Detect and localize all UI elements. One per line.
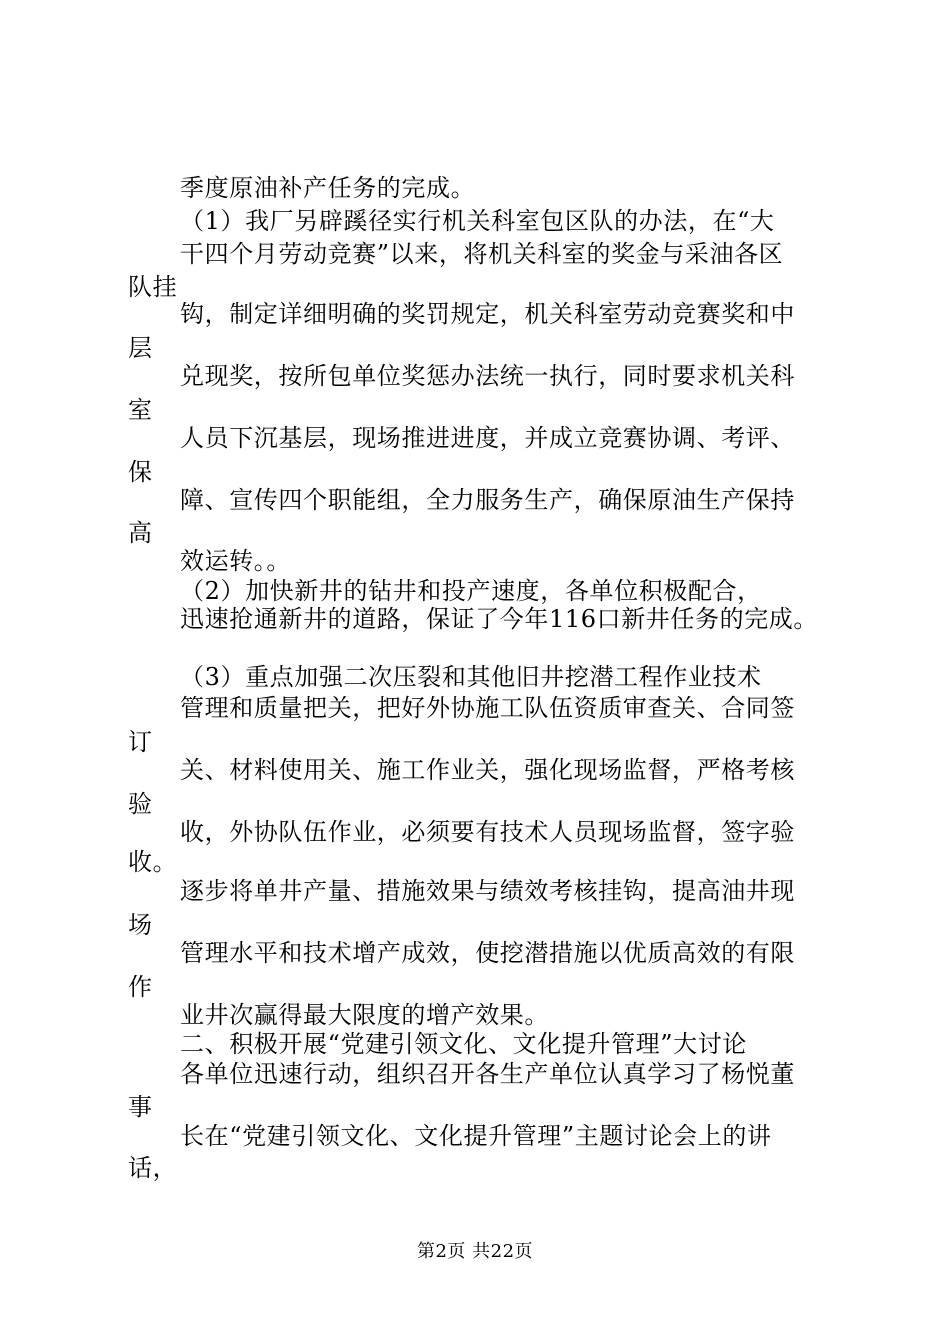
text-line: 业井次赢得最大限度的增产效果。 [180, 1001, 549, 1029]
text-line: 障、宣传四个职能组，全力服务生产，确保原油生产保持 [180, 486, 795, 514]
text-line: 管理和质量把关，把好外协施工队伍资质审查关、合同签 [180, 694, 795, 722]
text-line: 逐步将单井产量、措施效果与绩效考核挂钩，提高油井现 [180, 877, 795, 905]
text-line: 效运转。。 [180, 547, 291, 575]
page-footer: 第2页 共22页 [416, 1241, 534, 1262]
text-line: 队挂 [128, 273, 178, 301]
text-line: 事 [128, 1093, 153, 1121]
text-line: 高 [128, 519, 153, 547]
text-line: 长在“党建引领文化、文化提升管理”主题讨论会上的讲 [180, 1122, 772, 1150]
text-line: 收，外协队伍作业，必须要有技术人员现场监督，签字验 [180, 818, 795, 846]
text-line: 关、材料使用关、施工作业关，强化现场监督，严格考核 [180, 756, 795, 784]
text-line: 订 [128, 728, 153, 756]
text-line: 管理水平和技术增产成效，使挖潜措施以优质高效的有限 [180, 939, 795, 967]
text-line: 场 [128, 911, 153, 939]
text-line: （1）我厂另辟蹊径实行机关科室包区队的办法，在“大 [180, 207, 775, 235]
text-line: 收。 [128, 848, 178, 876]
text-line: （3）重点加强二次压裂和其他旧井挖潜工程作业技术 [180, 663, 762, 691]
text-line: 人员下沉基层，现场推进进度，并成立竞赛协调、考评、 [180, 424, 795, 452]
text-line: 作 [128, 973, 153, 1001]
text-line: 二、积极开展“党建引领文化、文化提升管理”大讨论 [180, 1030, 747, 1058]
text-line: （2）加快新井的钻井和投产速度，各单位积极配合， [180, 577, 762, 605]
text-line: 兑现奖，按所包单位奖惩办法统一执行，同时要求机关科 [180, 362, 795, 390]
text-line: 验 [128, 790, 153, 818]
text-line: 干四个月劳动竞赛”以来，将机关科室的奖金与采油各区 [180, 240, 784, 268]
text-line: 室 [128, 396, 153, 424]
text-line: 钩，制定详细明确的奖罚规定，机关科室劳动竞赛奖和中 [180, 300, 795, 328]
text-line: 迅速抢通新井的道路，保证了今年116口新井任务的完成。 [180, 605, 819, 633]
text-line: 季度原油补产任务的完成。 [180, 174, 476, 202]
text-line: 各单位迅速行动，组织召开各生产单位认真学习了杨悦董 [180, 1060, 795, 1088]
text-line: 保 [128, 458, 153, 486]
text-line: 层 [128, 334, 153, 362]
text-line: 话， [128, 1154, 178, 1182]
